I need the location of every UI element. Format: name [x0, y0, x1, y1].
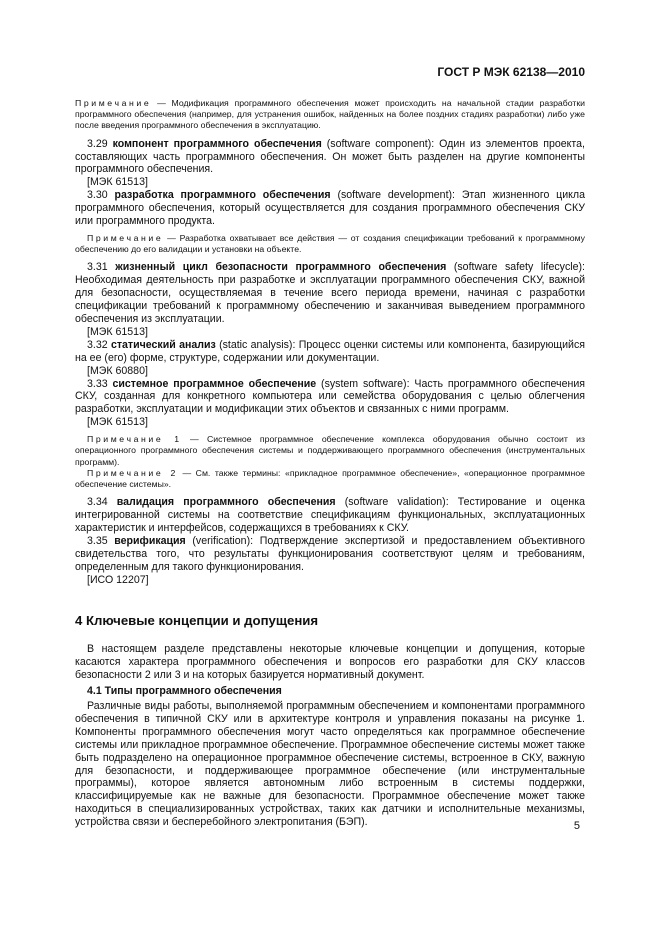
document-body — [75, 93, 585, 829]
section-4-intro: В настоящем разделе представлены некоторые ключевые концепции и допущения, которые касаются характера программного обеспечения и вопросов его разработки для СКУ классов безопасности 2 или 3 и на которых базируется нормативный документ. — [75, 643, 585, 682]
term-3-32: 3.32 статический анализ (static analysis): Процесс оценки системы или компонента, базирующийся на ее (его) форме, структуре, содержании или документации. — [75, 338, 586, 364]
note-3-33-1: Примечание 1 — Системное программное обеспечение комплекса оборудования обычно состоит из операционного программного обеспечения системы и поддерживающего программного обеспечения (инструментальных программ). — [75, 434, 586, 467]
term-3-34: 3.34 валидация программного обеспечения (software validation): Тестирование и оценка интегрированной системы на соответствие спецификациям функциональных, эксплуатационных характеристик и интерфейсов, содержащихся в требованиях к СКУ. — [75, 496, 585, 534]
term-3-29: 3.29 компонент программного обеспечения (software component): Один из элементов проекта, составляющих часть программного обеспечения. Он может быть разделен на другие компоненты программного обеспечения. — [75, 137, 585, 176]
term-3-35: 3.35 верификация (verification): Подтверждение экспертизой и предоставлением объективного свидетельства того, что результаты функционирования соответствуют целям и требованиям, определенным для такого функционирования. — [75, 534, 585, 573]
section-4-1-text: Различные виды работы, выполняемой программным обеспечением и компонентами программного обеспечения в типичной СКУ или в архитектуре контроля и управления показаны на рисунке 1. Компоненты программного обеспечения могут часто определяться как программное обеспечение системы или прикладное программное обеспечение. Программное обеспечение системы может также быть подразделено на операционное программное обеспечение системы, встроенное в СКУ, важную для безопасности, и поддерживающее программное обеспечение (или инструментальные программы), которое является автономным либо встроенным в системы поддержки, классифицируемые как не важные для безопасности. Программное обеспечение может также находиться в специализированных устройствах, таких как датчики и исполнительные механизмы, устройства связи и бесперебойного электропитания (БЭП). — [75, 700, 585, 829]
note-3-30: Примечание — Разработка охватывает все действия — от создания спецификации требований к программному обеспечению до его валидации и установки на объекте. — [75, 232, 585, 255]
term-3-30: 3.30 разработка программного обеспечения (software development): Этап жизненного цикла программного обеспечения, который осуществляется для создания программного обеспечения СКУ или программного продукта. — [75, 189, 585, 228]
ref-3-31: [МЭК 61513] — [87, 325, 148, 338]
section-4-heading: 4 Ключевые концепции и допущения — [75, 612, 319, 628]
term-3-33: 3.33 системное программное обеспечение (system software): Часть программного обеспечения СКУ, созданная для конкретного компьютера или семейства оборудования с целью облегчения разработки, эксплуатации и модификации этих объектов и связанных с ними программ. — [75, 377, 585, 416]
note-3-33-2: Примечание 2 — См. также термины: «прикладное программное обеспечение», «операционное программное обеспечение системы». — [75, 467, 585, 489]
page-number: 5 — [573, 820, 580, 832]
ref-3-35: [ИСО 12207] — [87, 573, 149, 586]
term-3-31: 3.31 жизненный цикл безопасности программного обеспечения (software safety lifecycle): Необходимая деятельность при разработке и эксплуатации программного обеспечения СКУ, важной для безопасности, осуществляемая в течение всего периода времени, начиная с разработки спецификации требований к программному обеспечению и заканчивая выведением программного обеспечения из эксплуатации. — [75, 261, 585, 325]
ref-3-32: [МЭК 60880] — [87, 364, 148, 377]
note-top: Примечание — Модификация программного обеспечения может происходить на начальной стадии разработки программного обеспечения (например, для устранения ошибок, найденных на более поздних стадиях разработки) либо уже после введения программного обеспечения в эксплуатацию. — [75, 98, 585, 131]
ref-3-33: [МЭК 61513] — [87, 416, 148, 429]
document-header: ГОСТ Р МЭК 62138—2010 — [437, 65, 585, 79]
ref-3-29: [МЭК 61513] — [87, 176, 148, 189]
section-4-1-heading: 4.1 Типы программного обеспечения — [87, 685, 282, 698]
